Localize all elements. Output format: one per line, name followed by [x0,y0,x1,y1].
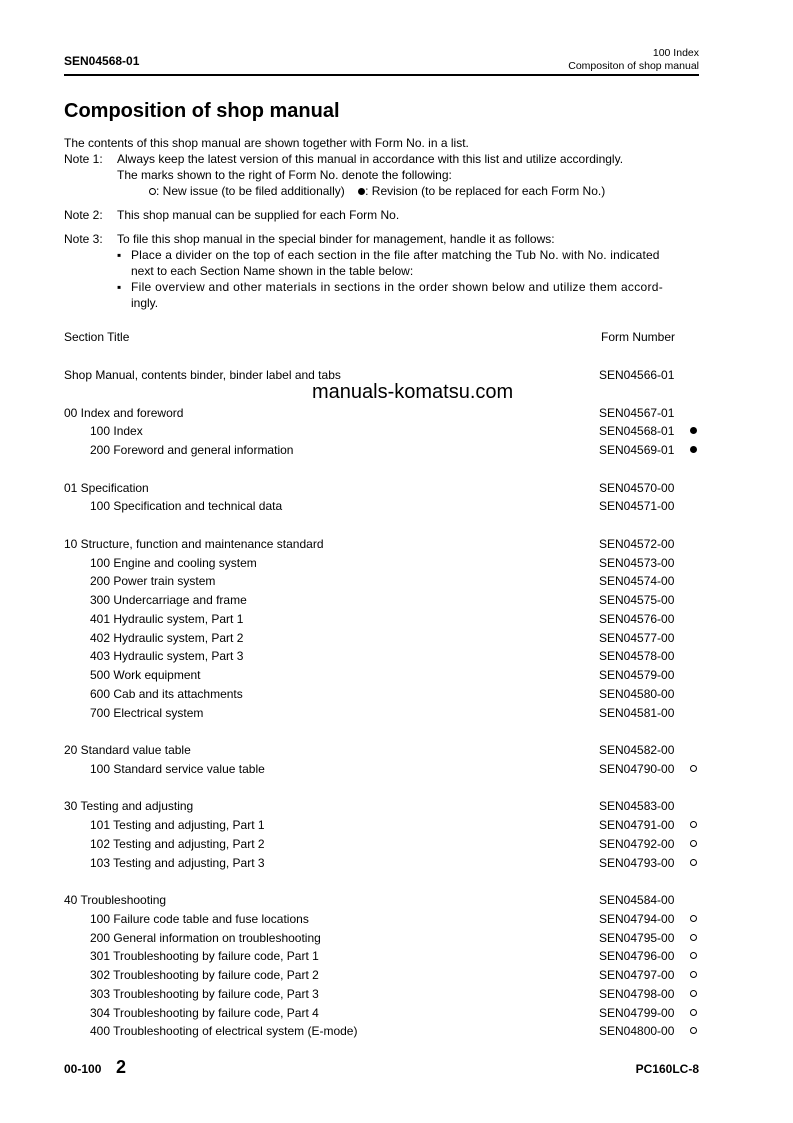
section-title: 401 Hydraulic system, Part 1 [90,611,244,626]
note3-text: To file this shop manual in the special binder for management, handle it as follows: [117,232,555,246]
section-title: 101 Testing and adjusting, Part 1 [90,818,265,832]
section-title: 100 Engine and cooling system [90,555,257,570]
section-title: Shop Manual, contents binder, binder label and tabs [64,368,341,382]
new-issue-circle-icon [690,765,697,772]
table-row [64,572,704,591]
new-issue-circle-icon [690,1027,697,1034]
section-title: 402 Hydraulic system, Part 2 [90,630,244,645]
table-row [64,647,704,666]
form-number: SEN04581-00 [599,705,675,720]
section-title: 100 Standard service value table [90,761,265,776]
section-title: 500 Work equipment [90,668,201,682]
form-number: SEN04795-00 [599,930,675,945]
table-row [64,816,704,835]
section-title: 100 Index [90,424,143,439]
bullet-icon: ▪ [117,280,122,294]
note1-label: Note 1: [64,152,103,166]
section-title: 200 Power train system [90,574,216,589]
revision-dot-icon [690,446,697,453]
table-row [64,404,704,423]
form-number: SEN04573-00 [599,555,675,570]
header-section-name: 100 Index [652,47,699,59]
table-row [64,610,704,629]
table-row [64,760,704,779]
form-number: SEN04566-01 [599,368,675,382]
form-number: SEN04794-00 [599,911,675,926]
new-issue-circle-icon [690,859,697,866]
table-row [64,629,704,648]
form-number: SEN04790-00 [599,761,675,776]
document-id: SEN04568-01 [64,54,140,68]
table-row [64,1022,704,1041]
section-title: 304 Troubleshooting by failure code, Part 4 [90,1005,319,1020]
page-code: 00-100 [64,1062,102,1076]
form-number: SEN04584-00 [599,893,675,907]
table-row [64,741,704,760]
form-number: SEN04791-00 [599,818,675,832]
section-title: 300 Undercarriage and frame [90,593,247,607]
form-number: SEN04569-01 [599,443,675,457]
bullet1-line1: Place a divider on the top of each section in the file after matching the Tub No. with No. indicated [131,248,660,262]
legend-new: : New issue (to be filed additionally) [156,184,345,198]
page-title: Composition of shop manual [64,100,340,122]
table-row [64,929,704,948]
table-row [64,479,704,498]
form-number: SEN04583-00 [599,799,675,814]
table-row [64,891,704,910]
new-issue-circle-icon [149,188,156,195]
section-title: 700 Electrical system [90,705,204,720]
section-title: 40 Troubleshooting [64,893,167,907]
note3-label: Note 3: [64,232,103,246]
bullet-icon: ▪ [117,248,122,262]
table-row [64,441,704,460]
table-row [64,947,704,966]
page-number: 2 [116,1057,127,1077]
table-row [64,422,704,441]
model-name: PC160LC-8 [635,1062,699,1076]
legend-revision: : Revision (to be replaced for each Form No.) [365,184,606,198]
section-title: 301 Troubleshooting by failure code, Part 1 [90,949,319,964]
section-title: 600 Cab and its attachments [90,686,243,701]
revision-dot-icon [690,427,697,434]
form-number: SEN04567-01 [599,405,675,420]
legend [149,183,605,199]
section-title: 102 Testing and adjusting, Part 2 [90,836,265,851]
form-number: SEN04568-01 [599,424,675,439]
form-number: SEN04570-00 [599,480,675,495]
form-number: SEN04580-00 [599,686,675,701]
new-issue-circle-icon [690,934,697,941]
intro-text: The contents of this shop manual are shown together with Form No. in a list. [64,136,469,150]
section-title: 30 Testing and adjusting [64,799,194,814]
section-title: 100 Specification and technical data [90,499,283,514]
new-issue-circle-icon [690,840,697,847]
table-row [64,910,704,929]
note1-text2: The marks shown to the right of Form No. denote the following: [117,168,452,182]
note2-text: This shop manual can be supplied for each Form No. [117,208,400,222]
form-number: SEN04800-00 [599,1024,675,1039]
section-title: 403 Hydraulic system, Part 3 [90,649,244,664]
new-issue-circle-icon [690,915,697,922]
note1-text: Always keep the latest version of this manual in accordance with this list and utilize accordingly. [117,152,624,166]
form-number: SEN04792-00 [599,836,675,851]
table-row [64,685,704,704]
section-title: 103 Testing and adjusting, Part 3 [90,855,265,870]
table-row [64,985,704,1004]
table-row [64,854,704,873]
form-number: SEN04799-00 [599,1005,675,1020]
table-row [64,835,704,854]
section-title: 200 General information on troubleshooting [90,930,321,945]
section-title: 303 Troubleshooting by failure code, Part 3 [90,986,319,1001]
form-number: SEN04798-00 [599,986,675,1001]
new-issue-circle-icon [690,1009,697,1016]
section-title: 100 Failure code table and fuse locations [90,911,309,926]
bullet2-line2: ingly. [131,296,159,310]
table-row [64,591,704,610]
form-number: SEN04574-00 [599,574,675,589]
form-number: SEN04797-00 [599,968,675,982]
column-header-form-number: Form Number [601,330,676,344]
new-issue-circle-icon [690,990,697,997]
section-title: 302 Troubleshooting by failure code, Part 2 [90,968,319,982]
header-section [568,47,699,73]
bullet1-line2: next to each Section Name shown in the table below: [131,264,414,278]
table-row [64,497,704,516]
new-issue-circle-icon [690,821,697,828]
table-row [64,1004,704,1023]
section-title: 20 Standard value table [64,743,191,757]
table-row [64,666,704,685]
new-issue-circle-icon [690,952,697,959]
form-number: SEN04796-00 [599,949,675,964]
table-row [64,797,704,816]
section-title: 400 Troubleshooting of electrical system (E-mode) [90,1024,358,1039]
watermark: manuals-komatsu.com [312,381,514,403]
section-title: 200 Foreword and general information [90,443,294,457]
form-number: SEN04577-00 [599,630,675,645]
form-number: SEN04572-00 [599,536,675,551]
form-number: SEN04582-00 [599,743,675,757]
column-header-section-title: Section Title [64,330,130,344]
new-issue-circle-icon [690,971,697,978]
note2-label: Note 2: [64,208,103,222]
form-number: SEN04793-00 [599,855,675,870]
header-rule [64,74,699,76]
table-row [64,966,704,985]
table-row [64,554,704,573]
section-title: 10 Structure, function and maintenance standard [64,536,324,551]
form-number: SEN04576-00 [599,611,675,626]
header-subtitle: Compositon of shop manual [568,60,699,72]
section-title: 01 Specification [64,480,149,495]
section-title: 00 Index and foreword [64,405,184,420]
form-number: SEN04579-00 [599,668,675,682]
form-number: SEN04571-00 [599,499,675,514]
form-number: SEN04578-00 [599,649,675,664]
form-number: SEN04575-00 [599,593,675,607]
table-row [64,535,704,554]
bullet2-line1: File overview and other materials in sections in the order shown below and utilize them accord- [131,280,664,294]
table-row [64,704,704,723]
